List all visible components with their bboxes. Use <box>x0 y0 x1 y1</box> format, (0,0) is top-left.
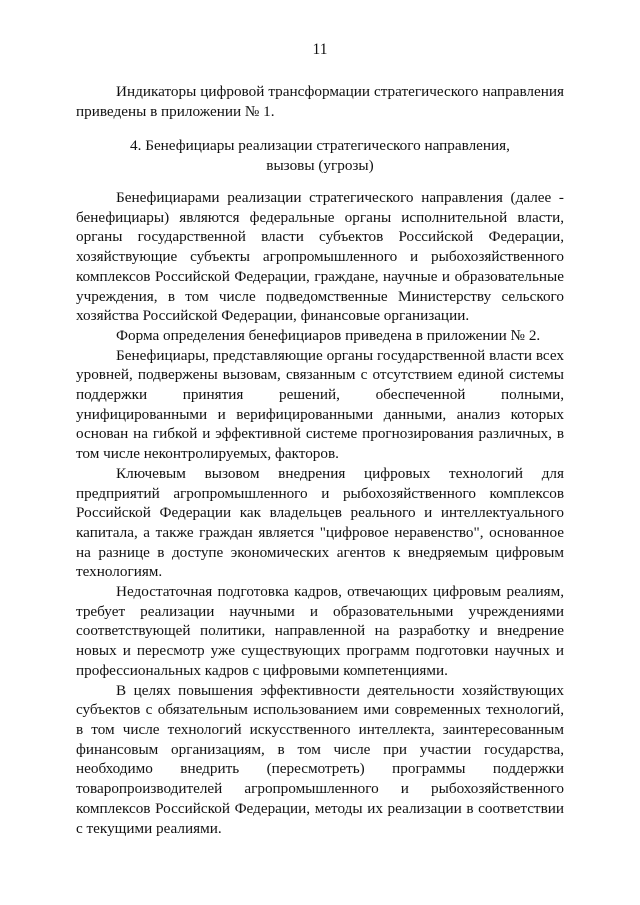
paragraph-staff-training: Недостаточная подготовка кадров, отвечающих цифровым реалиям, требует реализации научными и образовательными учреждениями соответствующей политики, направленной на разработку и внедрение новых и пересмотр уже существующих программ подготовки научных и профессиональных кадров с цифровыми компетенциями. <box>76 583 564 679</box>
intro-block <box>76 82 564 121</box>
section-heading <box>76 136 564 176</box>
section-heading-line-1: 4. Бенефициары реализации стратегического направления, <box>130 137 510 154</box>
intro-paragraph: Индикаторы цифровой трансформации стратегического направления приведены в приложении № 1. <box>76 83 564 120</box>
paragraph-beneficiary-form: Форма определения бенефициаров приведена в приложении № 2. <box>116 326 541 344</box>
paragraph-digital-inequality: Ключевым вызовом внедрения цифровых технологий для предприятий агропромышленного и рыбохозяйственного комплексов Российской Федерации как владельцев реального и интеллектуального капитала, а также граждан является "цифровое неравенство", основанное на разнице в доступе экономических агентов к внедряемым цифровым технологиям. <box>76 464 564 581</box>
page-number: 11 <box>312 41 328 58</box>
section-body <box>76 188 564 838</box>
paragraph-support-programs: В целях повышения эффективности деятельности хозяйствующих субъектов с обязательным использованием ими современных технологий, в том числе технологий искусственного интеллекта, заинтересованным финансовым организациям, в том числе при участии государства, необходимо внедрить (пересмотреть) программы поддержки товаропроизводителей агропромышленного и рыбохозяйственного комплексов Российской Федерации, методы их реализации в соответствии с текущими реалиями. <box>76 681 564 837</box>
section-heading-line-2: вызовы (угрозы) <box>266 157 374 174</box>
paragraph-beneficiaries: Бенефициарами реализации стратегического направления (далее - бенефициары) являются федеральные органы исполнительной власти, органы государственной власти субъектов Российской Федерации, хозяйствующие субъекты агропромышленного и рыбохозяйственного комплексов Российской Федерации, граждане, научные и образовательные учреждения, в том числе подведомственные Министерству сельского хозяйства Российской Федерации, финансовые организации. <box>76 189 564 325</box>
paragraph-government-challenges: Бенефициары, представляющие органы государственной власти всех уровней, подвержены вызовам, связанным с отсутствием единой системы поддержки принятия решений, обеспеченной полными, унифицированными и верифицированными данными, анализ которых основан на гибкой и эффективной системе прогнозирования различных, в том числе неконтролируемых, факторов. <box>76 346 564 463</box>
